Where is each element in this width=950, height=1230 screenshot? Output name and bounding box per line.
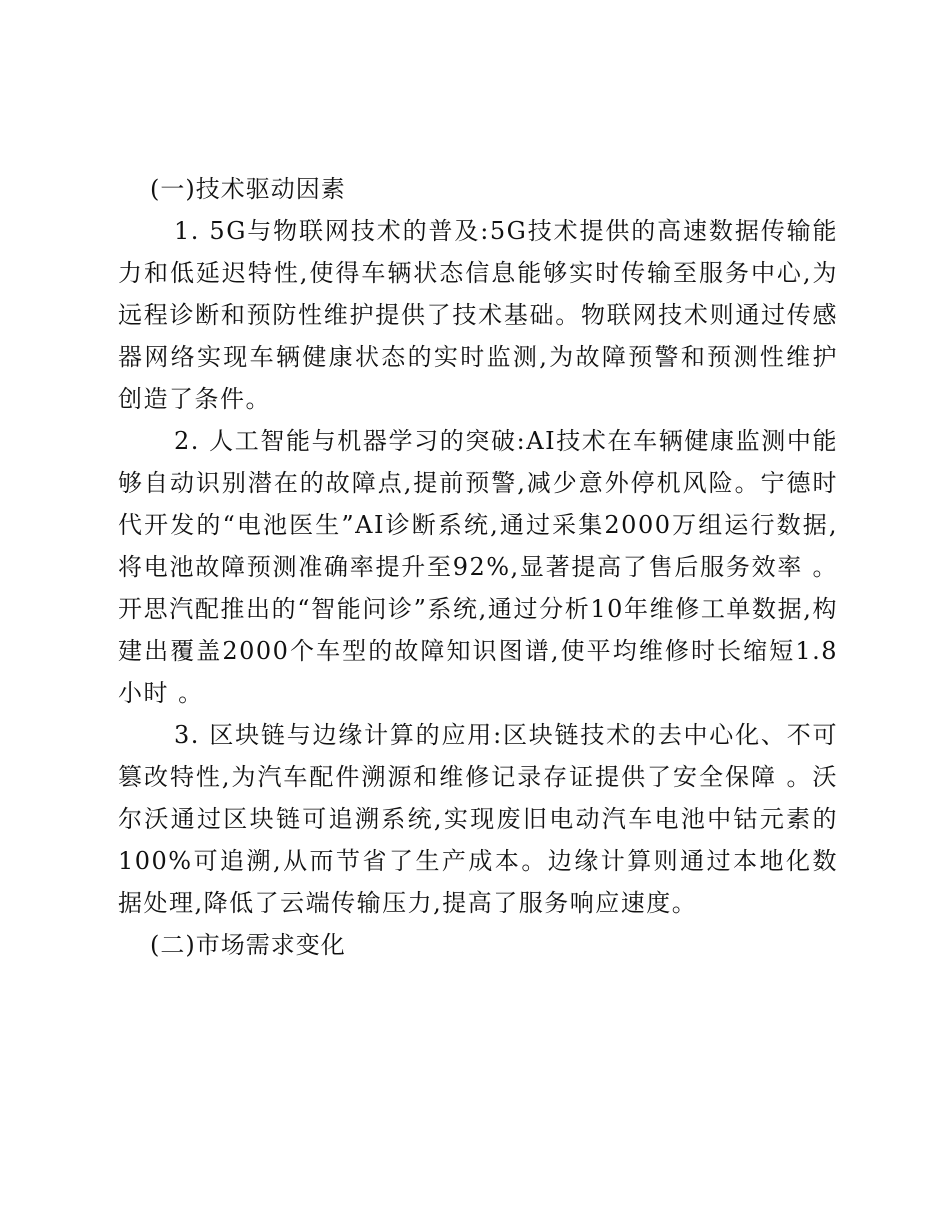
section-heading-tech-drivers: (一)技术驱动因素 <box>150 175 346 203</box>
paragraph-5g-iot: 1. 5G与物联网技术的普及:5G技术提供的高速数据传输能力和低延迟特性,使得车辆状态信息能够实时传输至服务中心,为远程诊断和预防性维护提供了技术基础。物联网技术则通过传感器网络实现车辆健康状态的实时监测,为故障预警和预测性维护创造了条件。 <box>118 217 838 413</box>
paragraph-ai-ml: 2. 人工智能与机器学习的突破:AI技术在车辆健康监测中能够自动识别潜在的故障点,提前预警,减少意外停机风险。宁德时代开发的“电池医生”AI诊断系统,通过采集2000万组运行数据,将电池故障预测准确率提升至92%,显著提高了售后服务效率 。开思汽配推出的“智能问诊”系统,通过分析10年维修工单数据,构建出覆盖2000个车型的故障知识图谱,使平均维修时长缩短1.8小时 。 <box>118 427 838 707</box>
paragraph-blockchain-edge: 3. 区块链与边缘计算的应用:区块链技术的去中心化、不可篡改特性,为汽车配件溯源和维修记录存证提供了安全保障 。沃尔沃通过区块链可追溯系统,实现废旧电动汽车电池中钴元素的100%可追溯,从而节省了生产成本。边缘计算则通过本地化数据处理,降低了云端传输压力,提高了服务响应速度。 <box>118 721 838 917</box>
section-heading-market-demand: (二)市场需求变化 <box>150 931 346 959</box>
document-body <box>118 168 838 966</box>
